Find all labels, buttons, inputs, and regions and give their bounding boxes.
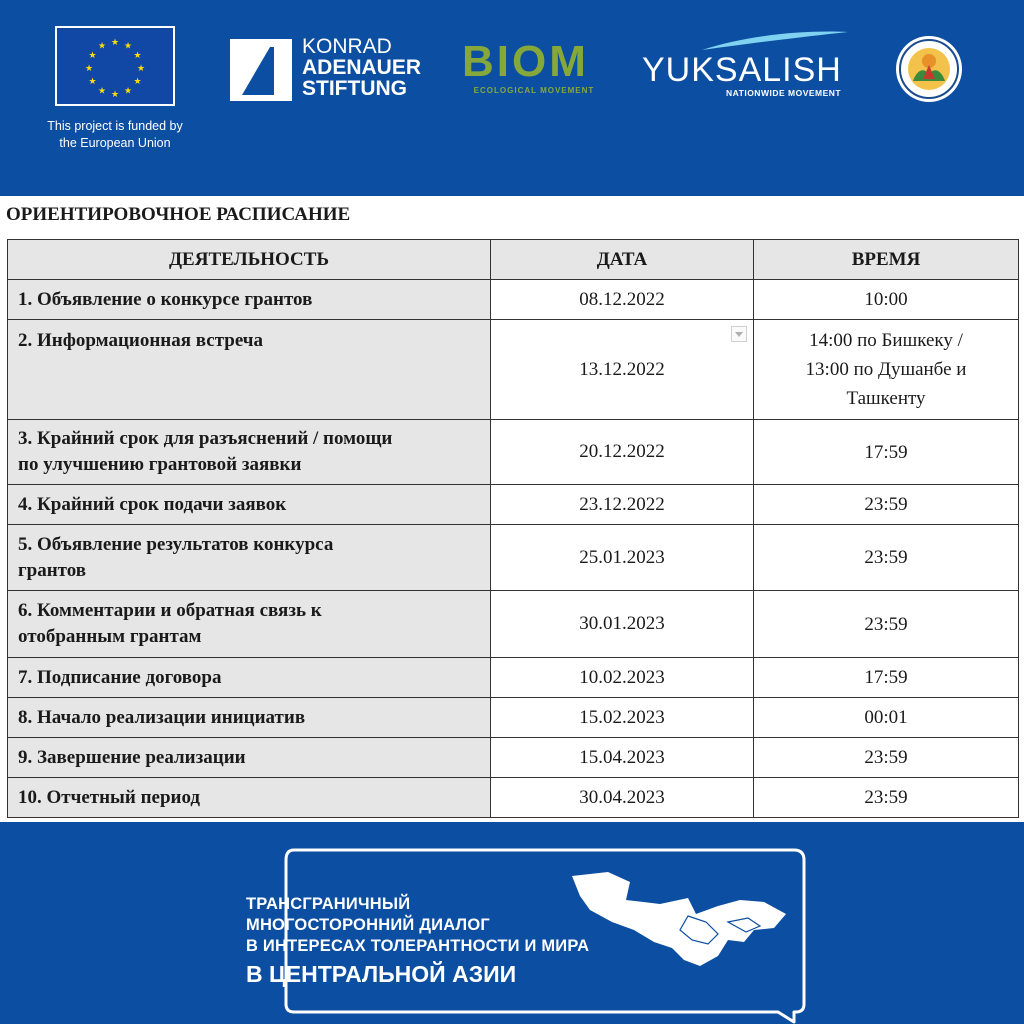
emblem-icon [895,35,963,103]
activity-cell [8,698,491,738]
eu-flag-icon [55,26,175,106]
time-cell [754,658,1019,698]
eu-caption-line-2: the European Union [59,136,171,150]
table-row [8,778,1019,818]
time-line: 14:00 по Бишкеку / [809,330,963,351]
yuksalish-name: YUKSALISH [642,51,842,89]
svg-text:★: ★ [97,41,107,52]
column-header-date: ДАТА [491,240,754,280]
eu-funding-caption [30,118,200,152]
central-asia-map-icon [568,870,793,970]
svg-text:★: ★ [133,51,142,61]
activity-line: 2. Информационная встреча [18,330,264,351]
table-row [8,738,1019,778]
svg-text:★: ★ [88,51,97,61]
time-cell [754,778,1019,818]
time-line: 13:00 по Душанбе и [805,359,967,380]
table-row [8,698,1019,738]
time-line: 23:59 [864,747,908,768]
column-header-time: ВРЕМЯ [754,240,1019,280]
time-cell [754,591,1019,658]
activity-cell [8,420,491,485]
kas-line-3: STIFTUNG [302,77,407,100]
kas-line-2: ADENAUER [302,56,422,79]
activity-line: 7. Подписание договора [18,666,222,688]
date-cell: 30.04.2023 [491,778,754,818]
svg-text:★: ★ [110,90,120,100]
activity-cell [8,738,491,778]
svg-text:★: ★ [136,64,146,74]
activity-line: отобранным грантам [18,626,202,647]
svg-text:★: ★ [88,77,97,87]
table-row [8,485,1019,525]
activity-line: 4. Крайний срок подачи заявок [18,493,287,515]
activity-cell [8,525,491,591]
yuksalish-swoosh-icon [700,28,850,52]
date-cell: 25.01.2023 [491,525,754,591]
svg-text:★: ★ [97,86,107,97]
activity-line: 5. Объявление результатов конкурса [18,533,334,555]
activity-line: 6. Комментарии и обратная связь к [18,600,322,621]
time-line: 23:59 [864,547,908,568]
date-cell[interactable] [491,320,754,420]
biom-logo [462,37,606,100]
activity-cell [8,591,491,658]
footer-banner [0,822,1024,1024]
activity-line: 1. Объявление о конкурсе грантов [18,288,313,310]
footer-line-3: В ИНТЕРЕСАХ ТОЛЕРАНТНОСТИ И МИРА [246,937,590,955]
kas-wordmark [302,36,421,99]
time-cell [754,320,1019,420]
table-row [8,320,1019,420]
footer-slogan [246,894,589,989]
svg-text:★: ★ [133,77,142,87]
table-row [8,280,1019,320]
time-cell [754,280,1019,320]
time-line: 17:59 [864,667,908,688]
yuksalish-subtitle: NATIONWIDE MOVEMENT [726,88,842,98]
kas-logo [230,36,440,102]
svg-text:★: ★ [84,64,94,74]
time-line: Ташкенту [846,388,926,409]
activity-line: 10. Отчетный период [18,786,201,808]
time-line: 17:59 [864,441,908,463]
footer-line-1: ТРАНСГРАНИЧНЫЙ [246,895,411,913]
schedule-title: ОРИЕНТИРОВОЧНОЕ РАСПИСАНИЕ [6,204,351,225]
activity-cell [8,320,491,420]
table-row [8,420,1019,485]
date-cell: 08.12.2022 [491,280,754,320]
svg-text:★: ★ [123,41,133,52]
activity-cell [8,658,491,698]
date-cell: 15.02.2023 [491,698,754,738]
time-line: 10:00 [864,289,908,310]
date-cell: 30.01.2023 [491,591,754,658]
activity-cell [8,280,491,320]
time-line: 23:59 [864,613,908,635]
column-header-activity: ДЕЯТЕЛЬНОСТЬ [8,240,491,280]
kas-line-1: KONRAD [302,35,392,58]
table-row [8,658,1019,698]
header-banner [0,0,1024,196]
date-cell: 15.04.2023 [491,738,754,778]
time-line: 23:59 [864,494,908,515]
activity-line: 8. Начало реализации инициатив [18,706,306,728]
svg-text:★: ★ [123,86,133,97]
table-header-row [8,240,1019,280]
time-cell [754,525,1019,591]
time-line: 23:59 [864,787,908,808]
date-cell: 20.12.2022 [491,420,754,485]
date-cell: 23.12.2022 [491,485,754,525]
activity-line: 3. Крайний срок для разъяснений / помощи [18,428,393,449]
activity-cell [8,485,491,525]
activity-line: 9. Завершение реализации [18,746,246,768]
time-cell [754,420,1019,485]
cell-dropdown-marker-icon[interactable] [731,326,747,342]
biom-name: BIOM [462,37,589,86]
eu-caption-line-1: This project is funded by [47,119,183,133]
time-cell [754,485,1019,525]
time-cell [754,698,1019,738]
svg-text:★: ★ [110,38,120,48]
activity-line: по улучшению грантовой заявки [18,454,302,475]
footer-line-2: МНОГОСТОРОННИЙ ДИАЛОГ [246,916,490,934]
time-line: 00:01 [864,707,908,728]
footer-line-4: В ЦЕНТРАЛЬНОЙ АЗИИ [246,961,517,987]
biom-subtitle: ECOLOGICAL MOVEMENT [473,86,595,95]
kas-logo-icon [230,39,292,101]
yuksalish-logo [640,28,850,98]
schedule-table [7,239,1019,818]
activity-cell [8,778,491,818]
table-row [8,525,1019,591]
date-value: 13.12.2022 [579,358,665,380]
activity-line: грантов [18,559,87,581]
date-cell: 10.02.2023 [491,658,754,698]
table-row [8,591,1019,658]
time-cell [754,738,1019,778]
